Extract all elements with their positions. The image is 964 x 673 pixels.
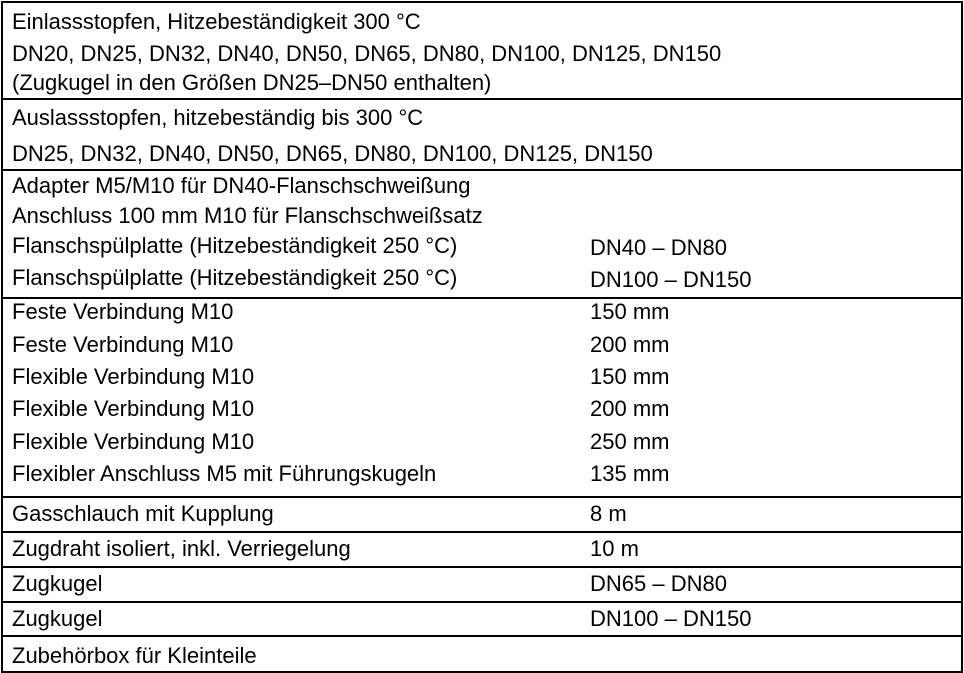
row-label: Zubehörbox für Kleinteile [12, 643, 257, 668]
row-value: DN100 – DN150 [590, 606, 752, 631]
table-section [3, 533, 961, 568]
row-label: Feste Verbindung M10 [12, 299, 234, 324]
table-section [3, 3, 961, 100]
row-label: Zugkugel [12, 606, 103, 631]
row-label: DN20, DN25, DN32, DN40, DN50, DN65, DN80, DN100, DN125, DN150 [12, 41, 722, 66]
row-value: 150 mm [590, 364, 670, 389]
table-section [3, 171, 961, 299]
row-label: Zugdraht isoliert, inkl. Verriegelung [12, 536, 351, 561]
row-value: 250 mm [590, 429, 670, 454]
row-value: 135 mm [590, 461, 670, 486]
row-value: DN100 – DN150 [590, 267, 752, 292]
table-section [3, 637, 961, 671]
row-value: 200 mm [590, 332, 670, 357]
parts-table [1, 1, 963, 673]
row-value: 10 m [590, 536, 639, 561]
row-value: DN40 – DN80 [590, 235, 727, 260]
table-section [3, 568, 961, 603]
table-section [3, 498, 961, 533]
row-label: Anschluss 100 mm M10 für Flanschschweißsatz [12, 203, 483, 228]
row-label: Adapter M5/M10 für DN40-Flanschschweißung [12, 173, 471, 198]
row-label: Flanschspülplatte (Hitzebeständigkeit 250 °C) [12, 233, 458, 258]
row-label: Flexible Verbindung M10 [12, 364, 255, 389]
row-value: 200 mm [590, 396, 670, 421]
table-section [3, 299, 961, 498]
table-section [3, 603, 961, 637]
row-label: Gasschlauch mit Kupplung [12, 501, 274, 526]
row-label: Zugkugel [12, 571, 103, 596]
table-section [3, 100, 961, 171]
row-label: Flexible Verbindung M10 [12, 396, 255, 421]
row-value: 8 m [590, 501, 627, 526]
row-label: Flexible Verbindung M10 [12, 429, 255, 454]
row-label: Flanschspülplatte (Hitzebeständigkeit 250 °C) [12, 265, 458, 290]
row-label: (Zugkugel in den Größen DN25–DN50 enthalten) [12, 70, 492, 95]
row-label: DN25, DN32, DN40, DN50, DN65, DN80, DN100, DN125, DN150 [12, 141, 653, 166]
row-label: Einlassstopfen, Hitzebeständigkeit 300 °C [12, 9, 421, 34]
row-label: Flexibler Anschluss M5 mit Führungskugeln [12, 461, 437, 486]
row-value: 150 mm [590, 299, 670, 324]
row-label: Auslassstopfen, hitzebeständig bis 300 °C [12, 105, 424, 130]
row-value: DN65 – DN80 [590, 571, 727, 596]
row-label: Feste Verbindung M10 [12, 332, 234, 357]
